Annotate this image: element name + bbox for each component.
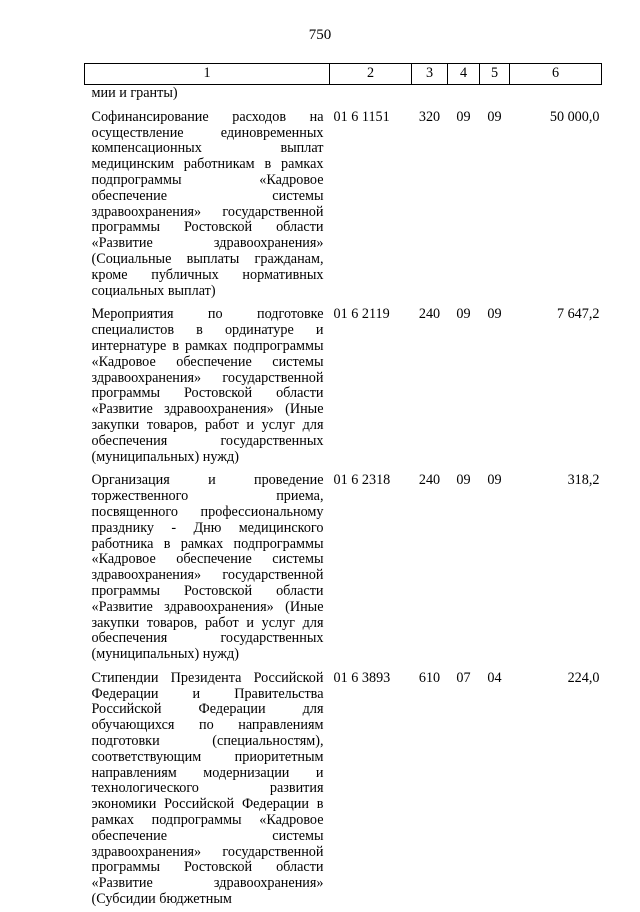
row-subsection: 09	[487, 306, 502, 323]
column-header-4: 4	[448, 64, 480, 85]
table-row	[85, 667, 602, 912]
row-section: 09	[456, 108, 471, 125]
row-target-code: 01 6 3893	[333, 669, 391, 686]
row-amount: 50 000,0	[549, 108, 600, 125]
row-target-code: 01 6 2119	[333, 306, 390, 323]
row-expense-type: 610	[418, 669, 441, 686]
row-target-code: 01 6 1151	[333, 108, 390, 125]
table-row	[85, 106, 602, 304]
header-row	[85, 64, 602, 85]
row-subsection: 09	[487, 108, 502, 125]
page-number: 750	[308, 27, 332, 43]
row-target-code: 01 6 2318	[333, 472, 391, 489]
row-amount: 7 647,2	[556, 306, 600, 323]
row-expense-type: 240	[418, 472, 441, 489]
column-header-1: 1	[85, 64, 330, 85]
row-section: 07	[456, 669, 471, 686]
row-amount: 224,0	[567, 669, 600, 686]
column-header-6: 6	[510, 64, 602, 85]
row-subsection: 09	[487, 472, 502, 489]
row-section: 09	[456, 306, 471, 323]
column-header-3: 3	[412, 64, 448, 85]
continuation-row	[85, 85, 602, 106]
row-expense-type: 240	[418, 306, 441, 323]
table-row	[85, 303, 602, 469]
row-description: Организация и проведение торжественного приема, посвященного профессиональному празднику - Дню медицинского работника в рамках подпрограммы «Кадровое обеспечение системы здравоохранения» государственной программы Ростовской области «Развитие здравоохранения» (Иные закупки товаров, работ и услуг для обеспечения государственных (муниципальных) нужд)	[91, 472, 324, 663]
row-description: Мероприятия по подготовке специалистов в ординатуре и интернатуре в рамках подпрограммы «Кадровое обеспечение системы здравоохранения» государственной программы Ростовской области «Развитие здравоохранения» (Иные закупки товаров, работ и услуг для обеспечения государственных (муниципальных) нужд)	[91, 306, 324, 465]
row-section: 09	[456, 472, 471, 489]
row-subsection: 04	[487, 669, 502, 686]
continuation-text: мии и гранты)	[91, 85, 178, 101]
row-description: Стипендии Президента Российской Федерации и Правительства Российской Федерации для обучающихся по направлениям подготовки (специальностям), соответствующим приоритетным направлениям модернизации и технологического развития экономики Российской Федерации в рамках подпрограммы «Кадровое обеспечение системы здравоохранения» государственной программы Ростовской области «Развитие здравоохранения» (Субсидии бюджетным	[91, 669, 324, 908]
table-row	[85, 469, 602, 667]
row-description: Софинансирование расходов на осуществление единовременных компенсационных выплат медицинским работникам в рамках подпрограммы «Кадровое обеспечение системы здравоохранения» государственной программы Ростовской области «Развитие здравоохранения» (Социальные выплаты гражданам, кроме публичных нормативных социальных выплат)	[91, 108, 324, 299]
row-expense-type: 320	[418, 108, 441, 125]
row-amount: 318,2	[567, 472, 600, 489]
budget-table	[84, 63, 602, 912]
column-header-2: 2	[330, 64, 412, 85]
column-header-5: 5	[480, 64, 510, 85]
